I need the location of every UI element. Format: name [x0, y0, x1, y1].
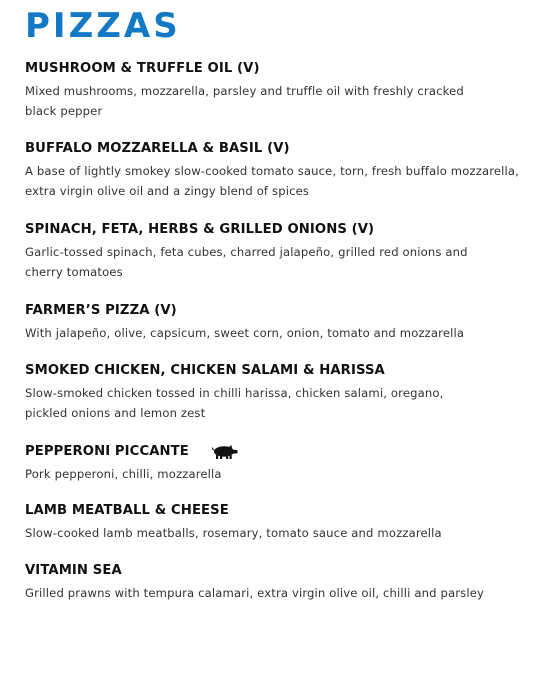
item-description-line: Slow-cooked lamb meatballs, rosemary, tomato sauce and mozzarella [25, 526, 442, 540]
item-description-line: With jalapeño, olive, capsicum, sweet corn, onion, tomato and mozzarella [25, 326, 465, 340]
menu-item-spinach-feta [25, 221, 545, 282]
item-name: FARMER’S PIZZA (V) [25, 303, 177, 318]
menu-item-vitamin-sea [25, 562, 545, 603]
item-description-line: cherry tomatoes [25, 265, 123, 279]
item-description [25, 323, 545, 343]
item-description-line: Pork pepperoni, chilli, mozzarella [25, 467, 222, 481]
item-name: PEPPERONI PICCANTE [25, 444, 189, 459]
item-description-line: Slow-smoked chicken tossed in chilli harissa, chicken salami, oregano, [25, 386, 444, 400]
item-description [25, 161, 545, 201]
menu-item-smoked-chicken [25, 362, 545, 423]
item-description [25, 464, 545, 484]
item-description-line: Garlic-tossed spinach, feta cubes, charred jalapeño, grilled red onions and [25, 245, 468, 259]
menu-item-farmers-pizza [25, 302, 545, 343]
item-name: LAMB MEATBALL & CHEESE [25, 503, 229, 518]
menu-item-buffalo-mozzarella [25, 140, 545, 201]
menu-item-pepperoni-piccante [25, 443, 545, 484]
item-description [25, 523, 545, 543]
item-name: SMOKED CHICKEN, CHICKEN SALAMI & HARISSA [25, 363, 385, 378]
item-name: VITAMIN SEA [25, 563, 122, 578]
pig-icon [211, 445, 239, 459]
item-description-line: extra virgin olive oil and a zingy blend of spices [25, 184, 310, 198]
item-name: BUFFALO MOZZARELLA & BASIL (V) [25, 141, 290, 156]
menu-item-mushroom-truffle [25, 60, 545, 121]
item-description-line: Grilled prawns with tempura calamari, extra virgin olive oil, chilli and parsley [25, 586, 485, 600]
item-description-line: Mixed mushrooms, mozzarella, parsley and truffle oil with freshly cracked [25, 84, 464, 98]
item-description-line: A base of lightly smokey slow-cooked tomato sauce, torn, fresh buffalo mozzarella, [25, 164, 519, 178]
menu-item-lamb-meatball [25, 502, 545, 543]
item-description [25, 383, 545, 423]
item-description-line: black pepper [25, 104, 103, 118]
section-title: PIZZAS [25, 6, 181, 46]
item-name: SPINACH, FETA, HERBS & GRILLED ONIONS (V) [25, 222, 375, 237]
item-description [25, 242, 545, 282]
item-description-line: pickled onions and lemon zest [25, 406, 206, 420]
item-description [25, 81, 545, 121]
item-description [25, 583, 545, 603]
item-name-row [25, 443, 545, 461]
item-name: MUSHROOM & TRUFFLE OIL (V) [25, 61, 260, 76]
